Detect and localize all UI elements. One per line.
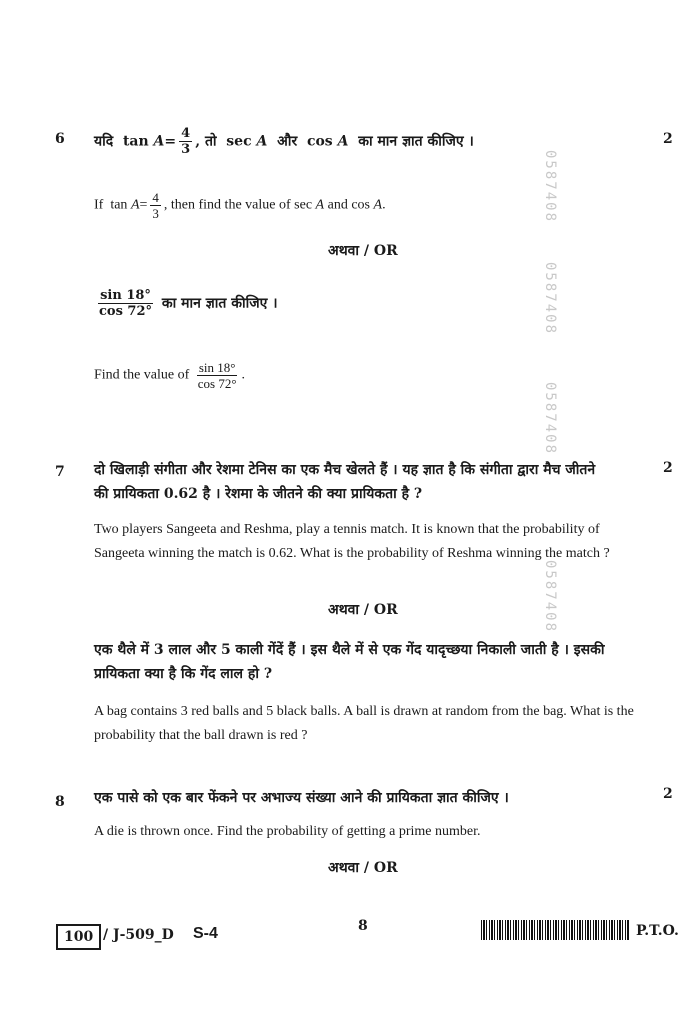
q6-english-text: If tan A= $\frac{4}{3}$ , then find the value of sec A and cos A. <box>94 190 386 221</box>
q7-english-text: Two players Sangeeta and Reshma, play a tennis match. It is known that the probability of Sangeeta winning the match is 0.62. What is the probability of Reshma winning the match ? <box>94 522 610 561</box>
question-number: 7 <box>55 464 65 480</box>
question-number: 6 <box>55 131 65 147</box>
or-divider: अथवा / OR <box>328 860 398 876</box>
question-marks: 2 <box>663 131 673 147</box>
q7-alt-hindi-text: एक थैले में 3 लाल और 5 काली गेंदें हैं । इस थैले में से एक गेंद यादृच्छया निकाली जाती है । इसकी प्रायिकता क्या है कि गेंद लाल हो ? <box>94 642 605 682</box>
watermark-text: 0587408 <box>542 262 558 336</box>
question-marks: 2 <box>663 460 673 476</box>
fraction: $\frac{\sin 18^\circ}{\cos 72^\circ}$ <box>197 360 237 391</box>
fraction: $\frac{\sin 18^\circ}{\cos 72^\circ}$ <box>99 288 153 319</box>
fraction: $\frac{4}{3}$ <box>152 190 159 221</box>
q6-alt-hindi-text: $\frac{\sin 18^\circ}{\cos 72^\circ}$ का मान ज्ञात कीजिए । <box>99 288 278 319</box>
q6-hindi-text: यदि tan A= $\frac{4}{3}$ , तो sec A और cos A का मान ज्ञात कीजिए । <box>94 126 474 157</box>
q8-hindi-text: एक पासे को एक बार फेंकने पर अभाज्य संख्या आने की प्रायिकता ज्ञात कीजिए । <box>94 790 509 806</box>
or-divider: अथवा / OR <box>328 602 398 618</box>
barcode <box>481 920 629 940</box>
series-code: S-4 <box>193 925 218 942</box>
watermark-text: 0587408 <box>542 560 558 634</box>
or-divider: अथवा / OR <box>328 243 398 259</box>
q8-english-text: A die is thrown once. Find the probability of getting a prime number. <box>94 824 481 839</box>
watermark-text: 0587408 <box>542 382 558 456</box>
q7-alt-english-text: A bag contains 3 red balls and 5 black balls. A ball is drawn at random from the bag. What is the probability that the ball drawn is red ? <box>94 704 634 743</box>
q6-alt-english-text: Find the value of $\frac{\sin 18^\circ}{\cos 72^\circ}$ . <box>94 360 246 391</box>
question-marks: 2 <box>663 786 673 802</box>
footer-box-number: 100 <box>56 924 101 950</box>
watermark-text: 0587408 <box>542 150 558 224</box>
page-number: 8 <box>358 918 368 934</box>
fraction: $\frac{4}{3}$ <box>181 126 191 157</box>
q7-hindi-text: दो खिलाड़ी संगीता और रेशमा टेनिस का एक मैच खेलते हैं । यह ज्ञात है कि संगीता द्वारा मैच जीतने की प्रायिकता 0.62 है । रेशमा के जीतने की क्या प्रायिकता है ? <box>94 462 596 502</box>
question-number: 8 <box>55 794 65 810</box>
paper-code: / J-509_D <box>103 927 174 943</box>
pto-label: P.T.O. <box>636 923 679 939</box>
